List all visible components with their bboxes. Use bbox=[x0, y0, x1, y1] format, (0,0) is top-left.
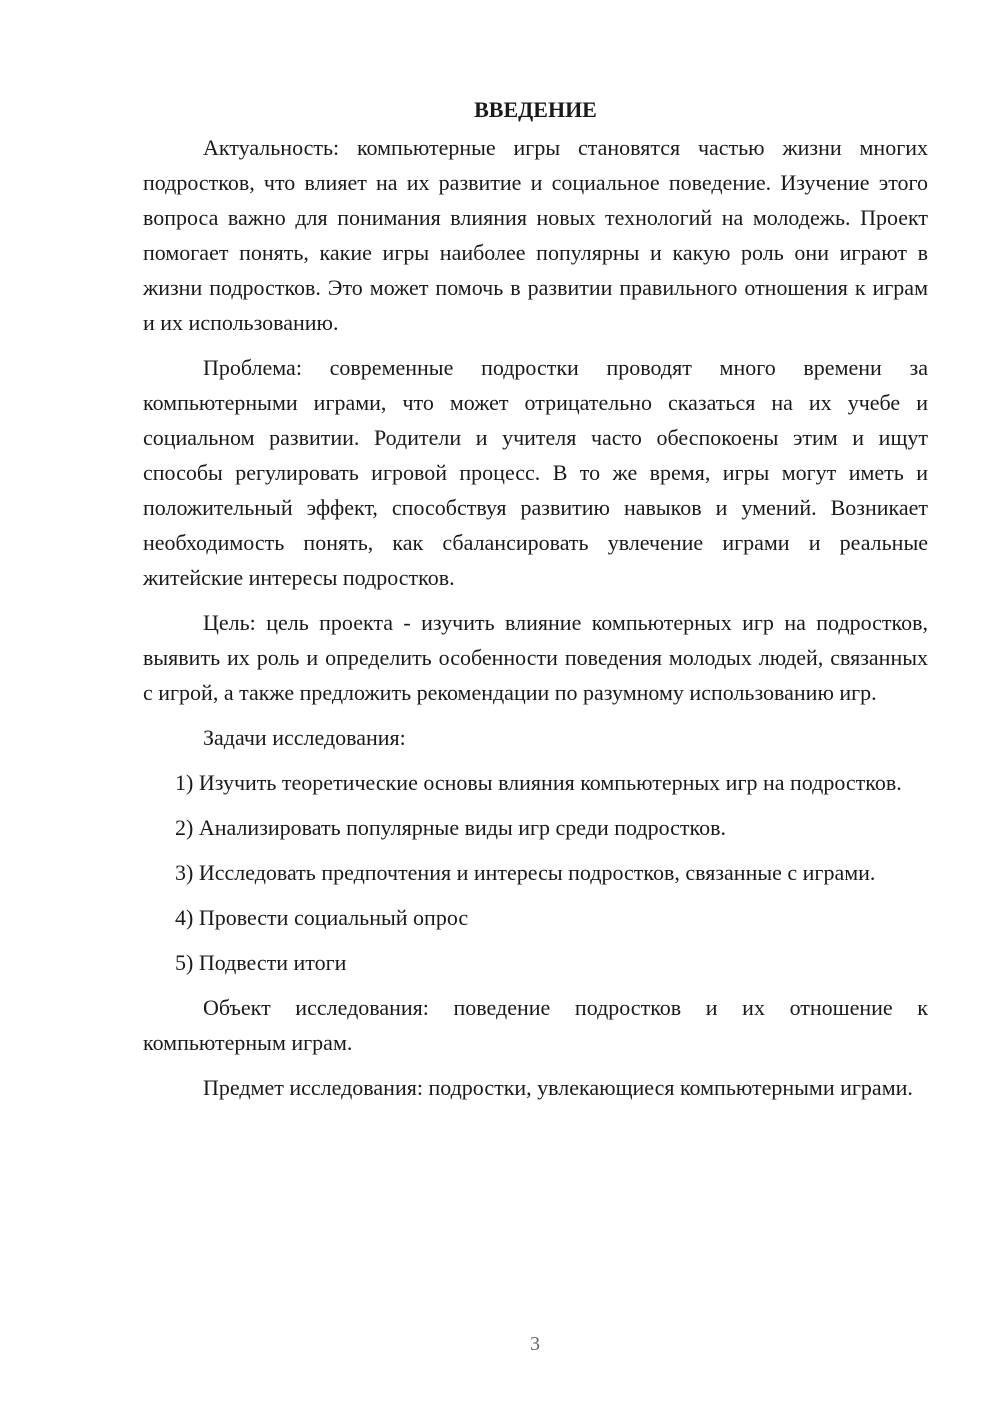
task-item-1: 1) Изучить теоретические основы влияния компьютерных игр на подростков. bbox=[175, 770, 902, 795]
document-page bbox=[143, 92, 928, 1105]
task-item-3: 3) Исследовать предпочтения и интересы подростков, связанные с играми. bbox=[175, 860, 876, 885]
page-title: ВВЕДЕНИЕ bbox=[474, 97, 597, 122]
task-item-4: 4) Провести социальный опрос bbox=[175, 905, 469, 930]
task-item-5: 5) Подвести итоги bbox=[175, 950, 347, 975]
research-subject-paragraph: Предмет исследования: подростки, увлекающиеся компьютерными играми. bbox=[203, 1075, 913, 1100]
problem-paragraph: Проблема: современные подростки проводят много времени за компьютерными играми, что может отрицательно сказаться на их учебе и социальном развитии. Родители и учителя часто обеспокоены этим и ищут способы регулировать игровой процесс. В то же время, игры могут иметь и положительный эффект, способствуя развитию навыков и умений. Возникает необходимость понять, как сбалансировать увлечение играми и реальные житейские интересы подростков. bbox=[143, 355, 928, 590]
relevance-paragraph: Актуальность: компьютерные игры становятся частью жизни многих подростков, что влияет на их развитие и социальное поведение. Изучение этого вопроса важно для понимания влияния новых технологий на молодежь. Проект помогает понять, какие игры наиболее популярны и какую роль они играют в жизни подростков. Это может помочь в развитии правильного отношения к играм и их использованию. bbox=[143, 135, 928, 335]
goal-paragraph: Цель: цель проекта - изучить влияние компьютерных игр на подростков, выявить их роль и определить особенности поведения молодых людей, связанных с игрой, а также предложить рекомендации по разумному использованию игр. bbox=[143, 610, 928, 705]
task-item-2: 2) Анализировать популярные виды игр среди подростков. bbox=[175, 815, 726, 840]
research-object-paragraph: Объект исследования: поведение подростков и их отношение к компьютерным играм. bbox=[143, 995, 928, 1055]
page-number: 3 bbox=[530, 1333, 540, 1355]
tasks-heading: Задачи исследования: bbox=[203, 725, 406, 750]
